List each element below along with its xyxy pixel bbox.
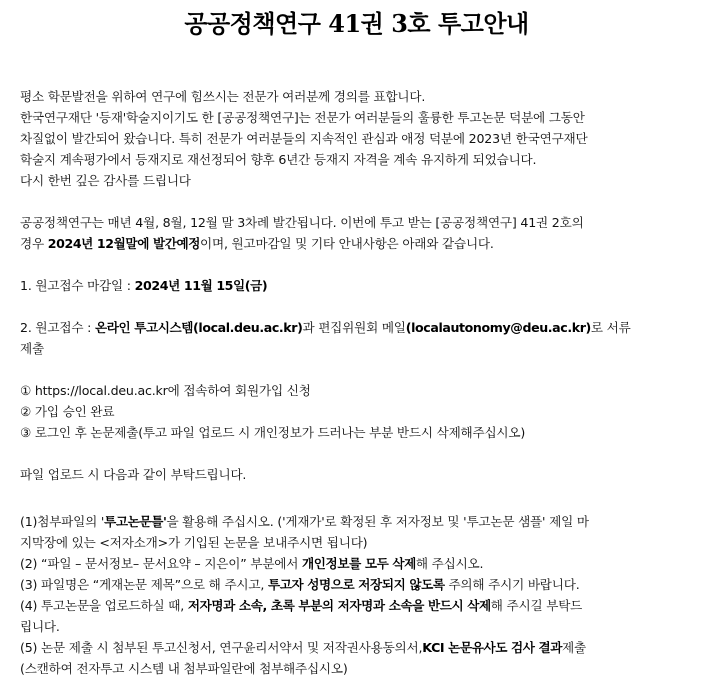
notice-body [20,86,700,679]
schedule-line: 공공정책연구는 매년 4월, 8월, 12월 말 3차례 발간됩니다. 이번에 투고 받는 [공공정책연구] 41권 2호의 [20,215,584,230]
intro-line: 평소 학문발전을 위하여 연구에 힘쓰시는 전문가 여러분께 경의를 표합니다. [20,89,426,104]
note-item: (3) 파일명은 “게재논문 제목”으로 해 주시고, 투고자 성명으로 저장되지 않도록 주의해 주시기 바랍니다. [20,577,580,592]
submission-section [20,317,700,359]
note-item: (2) “파일 – 문서정보– 문서요약 – 지은이” 부분에서 개인정보를 모두 삭제해 주십시오. [20,556,484,571]
upload-intro: 파일 업로드 시 다음과 같이 부탁드립니다. [20,467,247,482]
schedule-line: 경우 2024년 12월말에 발간예정이며, 원고마감일 및 기타 안내사항은 아래와 같습니다. [20,236,494,251]
note-item: 지막장에 있는 <저자소개>가 기입된 논문을 보내주시면 됩니다) [20,535,368,550]
deadline-line: 1. 원고접수 마감일 : 2024년 11월 15일(금) [20,278,268,293]
editorial-email-link[interactable]: (localautonomy@deu.ac.kr) [405,320,591,335]
schedule-section [20,212,700,254]
intro-line: 학술지 계속평가에서 등재지로 재선정되어 향후 6년간 등재지 자격을 계속 유지하게 되었습니다. [20,152,537,167]
step-item: ② 가입 승인 완료 [20,404,115,419]
intro-line: 한국연구재단 '등재'학술지이기도 한 [공공정책연구]는 전문가 여러분들의 훌륭한 투고논문 덕분에 그동안 [20,110,585,125]
note-item: (스캔하여 전자투고 시스템 내 첨부파일란에 첨부해주십시오) [20,661,348,676]
page-title: 공공정책연구 41권 3호 투고안내 [184,9,529,38]
note-item: (5) 논문 제출 시 첨부된 투고신청서, 연구윤리서약서 및 저작권사용동의서,KCI 논문유사도 검사 결과제출 [20,640,586,655]
note-item: (4) 투고논문을 업로드하실 때, 저자명과 소속, 초록 부분의 저자명과 소속을 반드시 삭제해 주시길 부탁드 [20,598,583,613]
submission-line: 제출 [20,341,44,356]
online-system-link[interactable]: 온라인 투고시스템(local.deu.ac.kr) [94,320,303,335]
note-item: (1)첨부파일의 '투고논문틀'을 활용해 주십시오. ('게재가'로 확정된 후 저자정보 및 '투고논문 샘플' 제일 마 [20,514,589,529]
step-item: ③ 로그인 후 논문제출(투고 파일 업로드 시 개인정보가 드러나는 부분 반드시 삭제해주십시오) [20,425,526,440]
step-item: ① https://local.deu.ac.kr에 접속하여 회원가입 신청 [20,383,311,398]
publish-date: 2024년 12월말에 발간예정 [47,236,201,251]
deadline-date: 2024년 11월 15일(금) [134,278,268,293]
intro-line: 차질없이 발간되어 왔습니다. 특히 전문가 여러분들의 지속적인 관심과 애정 덕분에 2023년 한국연구재단 [20,131,588,146]
intro-line: 다시 한번 깊은 감사를 드립니다 [20,173,191,188]
steps-list [20,380,700,443]
submission-line: 2. 원고접수 : 온라인 투고시스템(local.deu.ac.kr)과 편집위원회 메일(localautonomy@deu.ac.kr)로 서류 [20,320,631,335]
note-item: 립니다. [20,619,60,634]
notes-list [20,511,700,679]
intro-section [20,86,700,191]
